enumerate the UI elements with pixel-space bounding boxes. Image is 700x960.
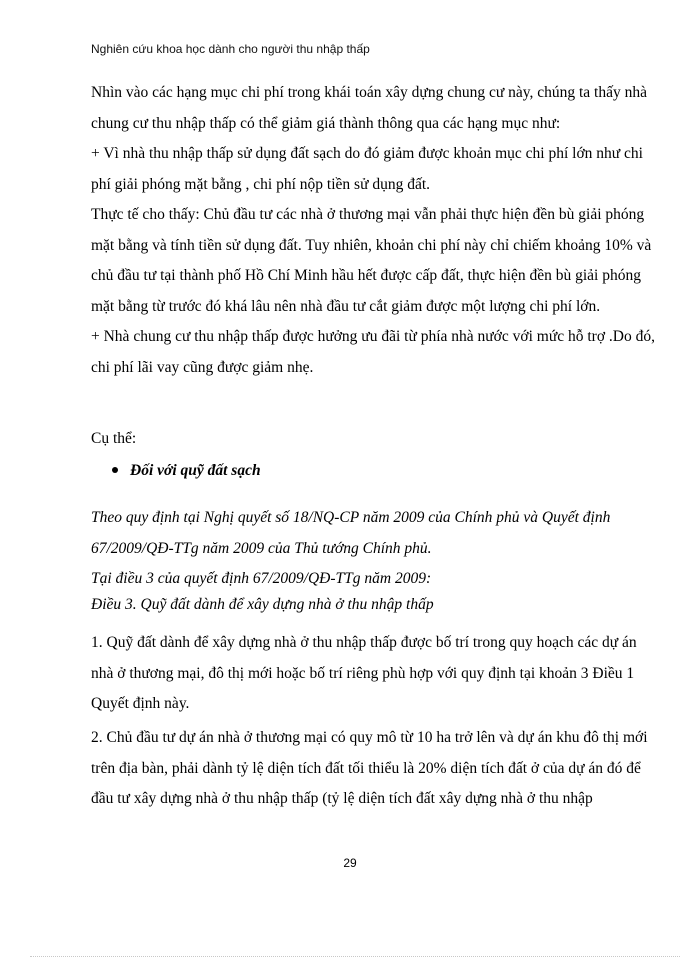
page-bottom-divider (30, 956, 680, 957)
article-item-2: 2. Chủ đầu tư dự án nhà ở thương mại có quy mô từ 10 ha trở lên và dự án khu đô thị mới trên địa bàn, phải dành tỷ lệ diện tích đất tối thiểu là 20% diện tích đất ở của dự án đó để đầu tư xây dựng nhà ở thu nhập thấp (tỷ lệ diện tích đất xây dựng nhà ở thu nhập (91, 729, 648, 807)
point-1-paragraph: + Vì nhà thu nhập thấp sử dụng đất sạch do đó giảm được khoản mục chi phí lớn như chi phí giải phóng mặt bằng , chi phí nộp tiền sử dụng đất. (91, 145, 643, 193)
page-number: 29 (343, 856, 357, 870)
quote-paragraph-2: Tại điều 3 của quyết định 67/2009/QĐ-TTg năm 2009: (91, 570, 432, 587)
article-3-heading: Điều 3. Quỹ đất dành để xây dựng nhà ở thu nhập thấp (91, 596, 434, 613)
page-header: Nghiên cứu khoa học dành cho người thu nhập thấp (91, 42, 370, 56)
cu-the-label: Cụ thể: (91, 430, 137, 447)
article-item-1: 1. Quỹ đất dành để xây dựng nhà ở thu nhập thấp được bố trí trong quy hoạch các dự án nhà ở thương mại, đô thị mới hoặc bố trí riêng phù hợp với quy định tại khoản 3 Điều 1 Quyết định này. (91, 634, 637, 712)
bullet-text: Đối với quỹ đất sạch (130, 462, 261, 479)
point-2-paragraph: + Nhà chung cư thu nhập thấp được hưởng ưu đãi từ phía nhà nước với mức hỗ trợ .Do đó, chi phí lãi vay cũng được giảm nhẹ. (91, 328, 655, 376)
quote-paragraph-1: Theo quy định tại Nghị quyết số 18/NQ-CP năm 2009 của Chính phủ và Quyết định 67/2009/QĐ-TTg năm 2009 của Thủ tướng Chính phủ. (91, 509, 611, 557)
body-text-block (91, 78, 661, 383)
intro-paragraph: Nhìn vào các hạng mục chi phí trong khái toán xây dựng chung cư này, chúng ta thấy nhà chung cư thu nhập thấp có thể giảm giá thành thông qua các hạng mục như: (91, 84, 647, 132)
bullet-item (112, 462, 261, 480)
reality-paragraph: Thực tế cho thấy: Chủ đầu tư các nhà ở thương mại vẫn phải thực hiện đền bù giải phóng mặt bằng và tính tiền sử dụng đất. Tuy nhiên, khoản chi phí này chỉ chiếm khoảng 10% và chủ đầu tư tại thành phố Hồ Chí Minh hầu hết được cấp đất, thực hiện đền bù giải phóng mặt bằng từ trước đó khá lâu nên nhà đầu tư cắt giảm được một lượng chi phí lớn. (91, 206, 652, 315)
bullet-dot-icon (112, 467, 118, 473)
